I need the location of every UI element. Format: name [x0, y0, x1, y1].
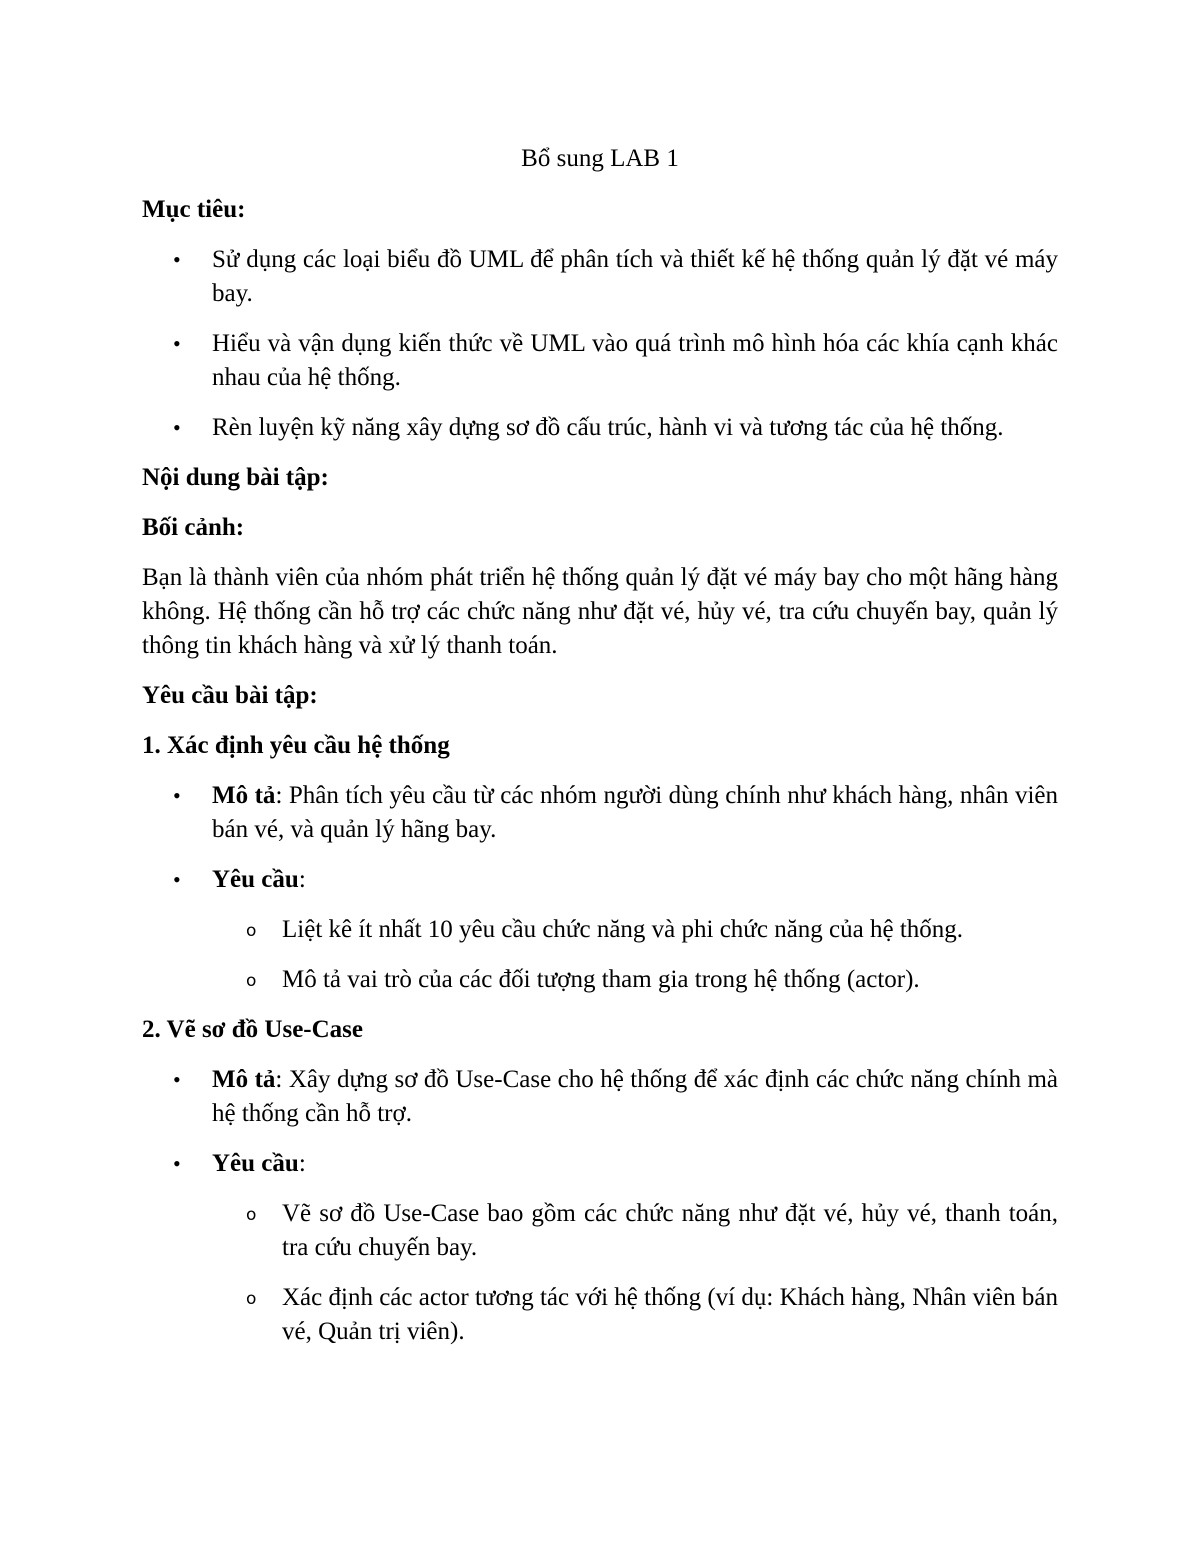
objectives-list — [142, 243, 1058, 445]
section-list — [142, 779, 1058, 997]
bullet-icon: • — [173, 331, 181, 356]
description-text: : Phân tích yêu cầu từ các nhóm người dùng chính như khách hàng, nhân viên bán vé, và quản lý hãng bay. — [212, 782, 1059, 843]
bullet-icon: • — [173, 415, 181, 440]
objectives-heading: Mục tiêu: — [142, 196, 246, 223]
objective-text: Rèn luyện kỹ năng xây dựng sơ đồ cấu trúc, hành vi và tương tác của hệ thống. — [212, 414, 1004, 441]
section-heading: 2. Vẽ sơ đồ Use-Case — [142, 1016, 364, 1043]
section-description-item — [142, 1063, 1058, 1131]
section-requirement-item — [142, 863, 1058, 897]
description-label: Mô tả — [212, 1066, 276, 1093]
description-label: Mô tả — [212, 782, 276, 809]
section-list — [142, 1063, 1058, 1349]
description-text: : Xây dựng sơ đồ Use-Case cho hệ thống để xác định các chức năng chính mà hệ thống cần hỗ trợ. — [212, 1066, 1059, 1127]
requirement-sub-text: Liệt kê ít nhất 10 yêu cầu chức năng và phi chức năng của hệ thống. — [282, 916, 964, 943]
section-description-item — [142, 779, 1058, 847]
objective-item — [142, 243, 1058, 311]
circle-bullet-icon: o — [246, 921, 257, 941]
section-requirement-item — [142, 1147, 1058, 1181]
circle-bullet-icon: o — [246, 1205, 257, 1225]
bullet-icon: • — [173, 783, 181, 808]
context-paragraph: Bạn là thành viên của nhóm phát triển hệ thống quản lý đặt vé máy bay cho một hãng hàng không. Hệ thống cần hỗ trợ các chức năng như đặt vé, hủy vé, tra cứu chuyến bay, quản lý thông tin khách hàng và xử lý thanh toán. — [142, 564, 1058, 659]
requirement-sub-text: Vẽ sơ đồ Use-Case bao gồm các chức năng như đặt vé, hủy vé, thanh toán, tra cứu chuyến bay. — [282, 1200, 1058, 1261]
context-heading: Bối cảnh: — [142, 514, 245, 541]
document-title: Bổ sung LAB 1 — [521, 145, 679, 172]
objective-text: Sử dụng các loại biểu đồ UML để phân tích và thiết kế hệ thống quản lý đặt vé máy bay. — [212, 246, 1058, 307]
requirement-label: Yêu cầu — [212, 1150, 299, 1177]
objective-text: Hiểu và vận dụng kiến thức về UML vào quá trình mô hình hóa các khía cạnh khác nhau của hệ thống. — [212, 330, 1058, 391]
requirement-suffix: : — [298, 866, 306, 893]
requirement-sub-item — [142, 913, 1058, 947]
bullet-icon: • — [173, 247, 181, 272]
bullet-icon: • — [173, 1151, 181, 1176]
content-heading: Nội dung bài tập: — [142, 464, 329, 491]
requirement-suffix: : — [298, 1150, 306, 1177]
section-heading: 1. Xác định yêu cầu hệ thống — [142, 732, 450, 759]
requirements-heading: Yêu cầu bài tập: — [142, 682, 318, 709]
requirement-sub-item — [142, 1197, 1058, 1265]
requirement-sub-text: Mô tả vai trò của các đối tượng tham gia trong hệ thống (actor). — [282, 966, 920, 993]
circle-bullet-icon: o — [246, 1289, 257, 1309]
requirement-sub-item — [142, 963, 1058, 997]
bullet-icon: • — [173, 1067, 181, 1092]
circle-bullet-icon: o — [246, 971, 257, 991]
requirement-sub-text: Xác định các actor tương tác với hệ thống (ví dụ: Khách hàng, Nhân viên bán vé, Quản trị viên). — [282, 1284, 1058, 1345]
objective-item — [142, 411, 1058, 445]
requirement-sub-item — [142, 1281, 1058, 1349]
objective-item — [142, 327, 1058, 395]
document-page — [142, 142, 1058, 1365]
bullet-icon: • — [173, 867, 181, 892]
requirement-label: Yêu cầu — [212, 866, 299, 893]
